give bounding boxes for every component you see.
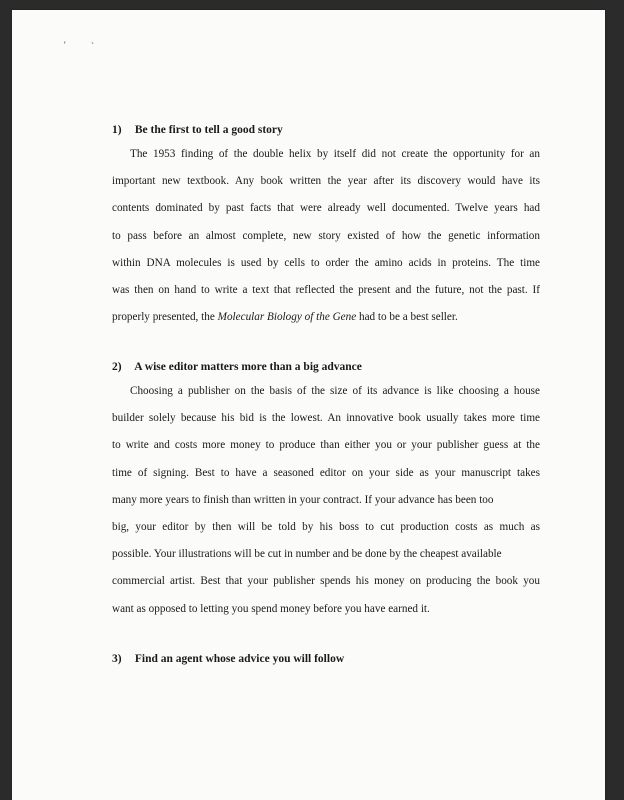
section-2 bbox=[112, 360, 540, 374]
section-3-title: Find an agent whose advice you will follow bbox=[134, 653, 345, 665]
section-1-heading bbox=[112, 123, 540, 137]
paragraph-line: to pass before an almost complete, new story existed of how the genetic information bbox=[112, 229, 540, 242]
paragraph-line: was then on hand to write a text that reflected the present and the future, not the past. If bbox=[112, 283, 540, 296]
section-1-paragraph bbox=[112, 141, 540, 331]
section-3-number: 3) bbox=[112, 653, 122, 665]
section-2-title: A wise editor matters more than a big advance bbox=[134, 361, 362, 373]
paragraph-line: builder solely because his bid is the lowest. An innovative book usually takes more time bbox=[112, 412, 540, 425]
paragraph-line: time of signing. Best to have a seasoned editor on your side as your manuscript takes bbox=[112, 466, 540, 479]
line-text: had to be a best seller. bbox=[356, 311, 458, 324]
paragraph-line: possible. Your illustrations will be cut in number and be done by the cheapest available bbox=[112, 548, 502, 561]
section-2-paragraph bbox=[112, 378, 540, 623]
line-text: properly presented, the bbox=[112, 311, 218, 324]
section-1-number: 1) bbox=[112, 124, 122, 136]
paragraph-line: want as opposed to letting you spend money before you have earned it. bbox=[112, 602, 430, 615]
section-2-number: 2) bbox=[112, 361, 122, 373]
scan-speck: ' bbox=[64, 40, 66, 50]
document-page bbox=[12, 10, 605, 800]
section-3 bbox=[112, 652, 540, 666]
paragraph-line: big, your editor by then will be told by his boss to cut production costs as much as bbox=[112, 520, 540, 533]
paragraph-line: to write and costs more money to produce than either you or your publisher guess at the bbox=[112, 439, 540, 452]
paragraph-line: important new textbook. Any book written the year after its discovery would have its bbox=[112, 175, 540, 188]
paragraph-line bbox=[112, 304, 540, 331]
paragraph-line: many more years to finish than written in your contract. If your advance has been too bbox=[112, 493, 494, 506]
paragraph-line: within DNA molecules is used by cells to order the amino acids in proteins. The time bbox=[112, 256, 540, 269]
section-1-title: Be the first to tell a good story bbox=[134, 124, 283, 136]
paragraph-line: contents dominated by past facts that were already well documented. Twelve years had bbox=[112, 202, 540, 215]
book-title: Molecular Biology of the Gene bbox=[217, 311, 357, 324]
section-3-heading bbox=[112, 652, 540, 666]
paragraph-line: Choosing a publisher on the basis of the size of its advance is like choosing a house bbox=[130, 385, 540, 397]
paragraph-line: commercial artist. Best that your publisher spends his money on producing the book you bbox=[112, 575, 540, 588]
section-2-body bbox=[112, 378, 540, 623]
section-2-heading bbox=[112, 360, 540, 374]
paragraph-line: The 1953 finding of the double helix by itself did not create the opportunity for an bbox=[130, 148, 540, 160]
section-1-body bbox=[112, 141, 540, 331]
scan-speck: ` bbox=[91, 41, 94, 51]
section-1 bbox=[112, 123, 540, 137]
